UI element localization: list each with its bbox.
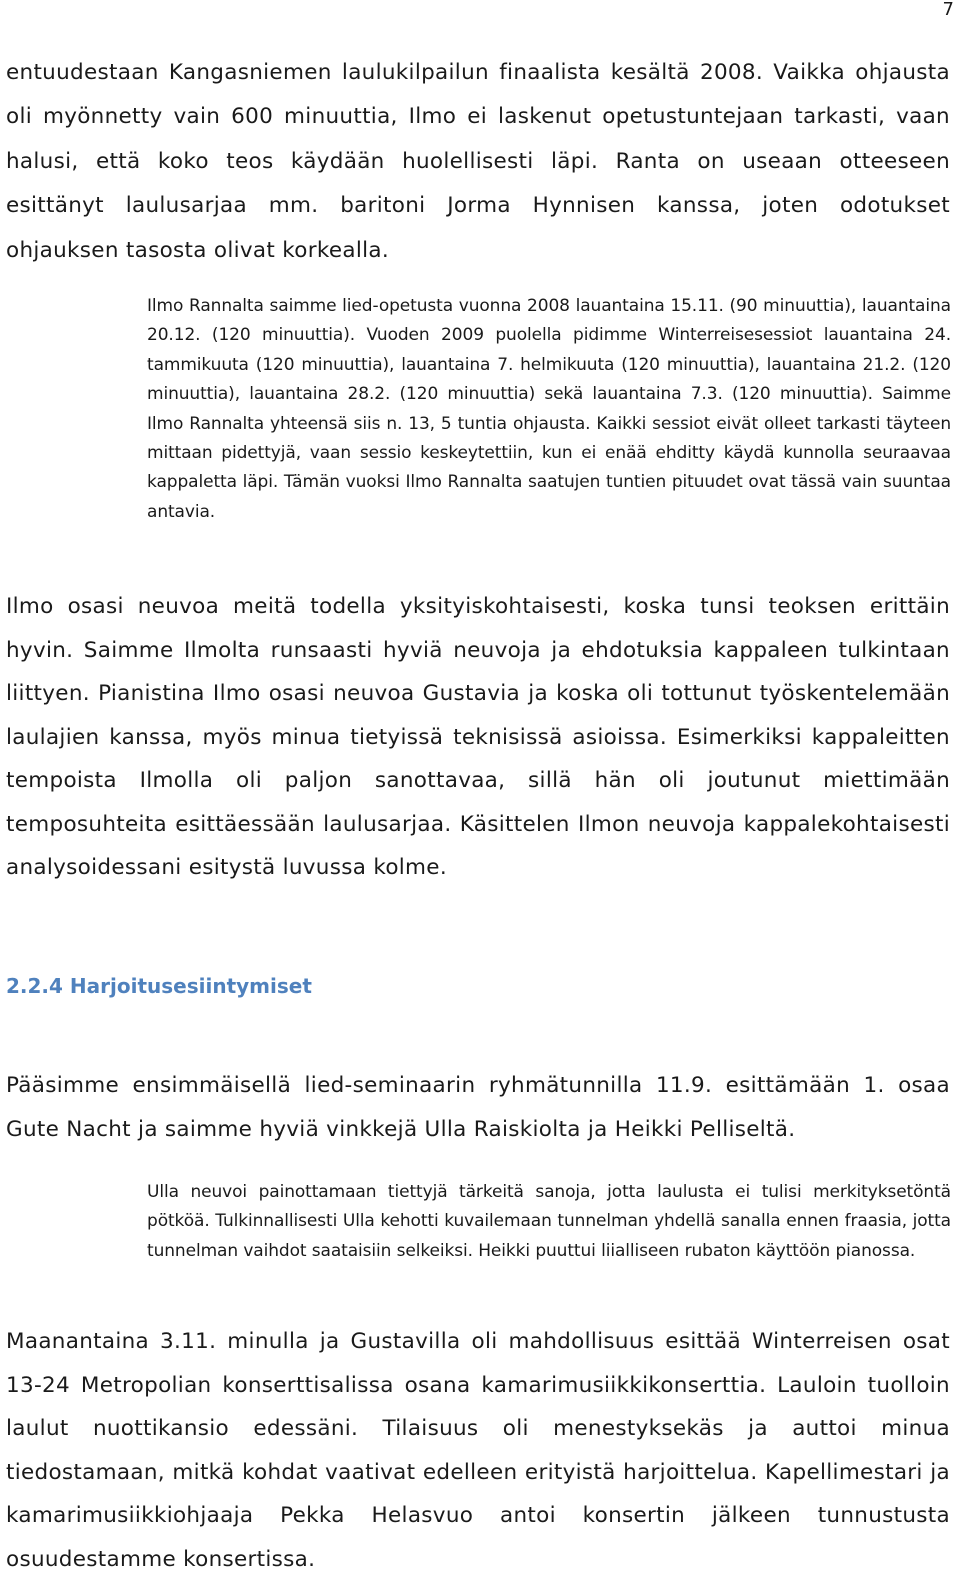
- indented-block-2: Ulla neuvoi painottamaan tiettyjä tärkeitä sanoja, jotta laulusta ei tulisi merkityksetöntä pötköä. Tulkinnallisesti Ulla kehotti kuvailemaan tunnelman yhdellä sanalla ennen fraasia, jotta tunnelman vaihdot saataisiin selkeiksi. Heikki puuttui liialliseen rubaton käyttöön pianossa.: [147, 1182, 951, 1261]
- indented-block-1: Ilmo Rannalta saimme lied-opetusta vuonna 2008 lauantaina 15.11. (90 minuuttia), lauantaina 20.12. (120 minuuttia). Vuoden 2009 puolella pidimme Winterreisesessiot lauantaina 24. tammikuuta (120 minuuttia), lauantaina 7. helmikuuta (120 minuuttia), lauantaina 21.2. (120 minuuttia), lauantaina 28.2. (120 minuuttia) sekä lauantaina 7.3. (120 minuuttia). Saimme Ilmo Rannalta yhteensä siis n. 13, 5 tuntia ohjausta. Kaikki sessiot eivät olleet tarkasti täyteen mittaan pidettyjä, vaan sessio keskeytettiin, kun ei enää ehditty käydä kunnolla seuraavaa kappaletta läpi. Tämän vuoksi Ilmo Rannalta saatujen tuntien pituudet ovat tässä vain suuntaa antavia.: [147, 296, 951, 522]
- body-paragraph-4: Maanantaina 3.11. minulla ja Gustavilla oli mahdollisuus esittää Winterreisen osat 13-24 Metropolian konserttisalissa osana kamarimusiikkikonserttia. Lauloin tuolloin laulut nuottikansio edessäni. Tilaisuus oli menestyksekäs ja auttoi minua tiedostamaan, mitkä kohdat vaativat edelleen erityistä harjoittelua. Kapellimestari ja kamarimusiikkiohjaaja Pekka Helasvuo antoi konsertin jälkeen tunnustusta osuudestamme konsertissa.: [6, 1329, 950, 1572]
- section-heading: 2.2.4 Harjoitusesiintymiset: [6, 974, 312, 998]
- page-number: 7: [942, 0, 954, 20]
- body-paragraph-2: Ilmo osasi neuvoa meitä todella yksityiskohtaisesti, koska tunsi teoksen erittäin hyvin. Saimme Ilmolta runsaasti hyviä neuvoja ja ehdotuksia kappaleen tulkintaan liittyen. Pianistina Ilmo osasi neuvoa Gustavia ja koska oli tottunut työskentelemään laulajien kanssa, myös minua tietyissä teknisissä asioissa. Esimerkiksi kappaleitten tempoista Ilmolla oli paljon sanottavaa, sillä hän oli joutunut miettimään temposuhteita esittäessään laulusarjaa. Käsittelen Ilmon neuvoja kappalekohtaisesti analysoidessani esitystä luvussa kolme.: [6, 594, 950, 880]
- body-paragraph-3: Pääsimme ensimmäisellä lied-seminaarin ryhmätunnilla 11.9. esittämään 1. osaa Gute Nacht ja saimme hyviä vinkkejä Ulla Raiskiolta ja Heikki Pelliseltä.: [6, 1073, 950, 1142]
- body-paragraph-1: entuudestaan Kangasniemen laulukilpailun finaalista kesältä 2008. Vaikka ohjausta oli myönnetty vain 600 minuuttia, Ilmo ei laskenut opetustuntejaan tarkasti, vaan halusi, että koko teos käydään huolellisesti läpi. Ranta on useaan otteeseen esittänyt laulusarjaa mm. baritoni Jorma Hynnisen kanssa, joten odotukset ohjauksen tasosta olivat korkealla.: [6, 60, 950, 263]
